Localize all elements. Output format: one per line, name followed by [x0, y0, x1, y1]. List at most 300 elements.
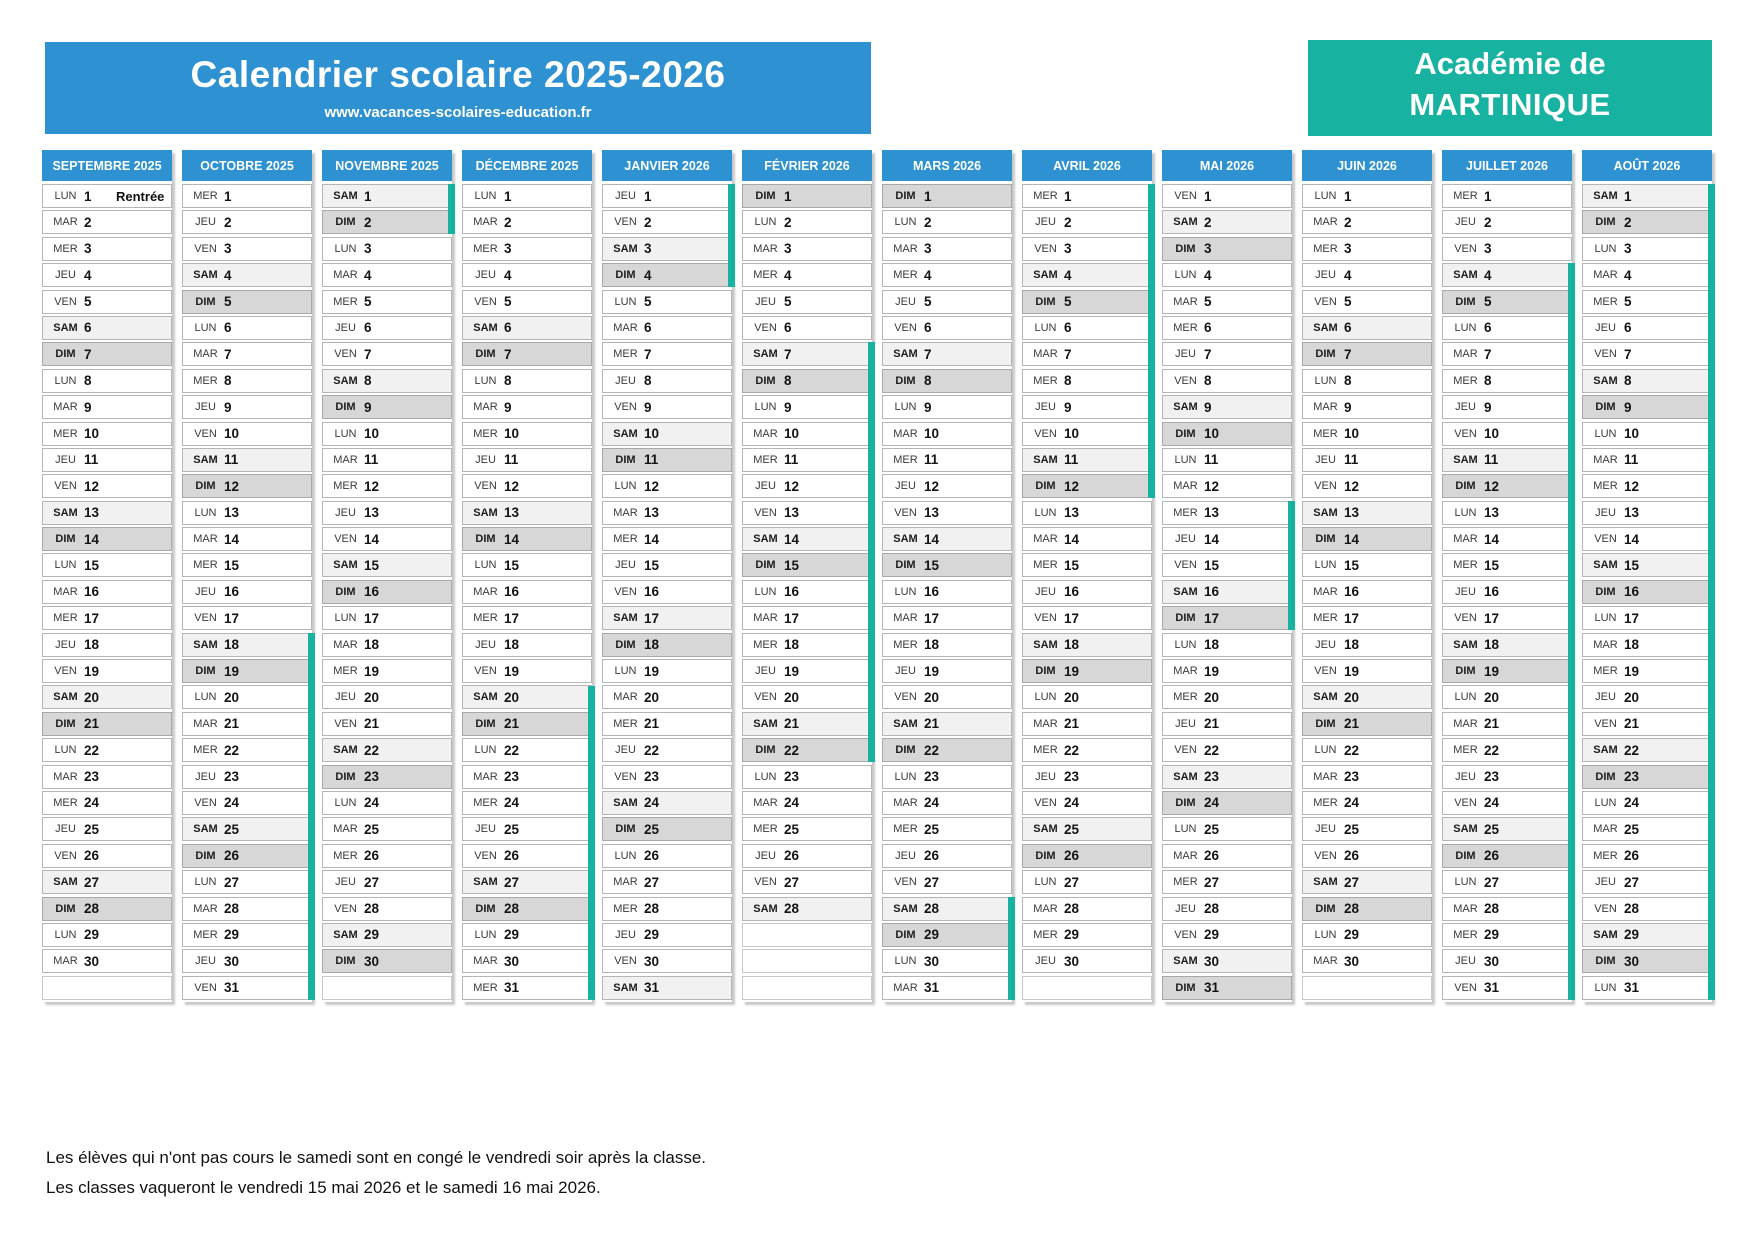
day-number: 5 [1624, 294, 1632, 310]
day-cell [322, 738, 452, 762]
day-cell [1162, 422, 1292, 446]
academy-name-line2: MARTINIQUE [1409, 87, 1611, 122]
day-abbrev: MER [1453, 744, 1478, 757]
day-abbrev: MER [1453, 374, 1478, 387]
day-abbrev: LUN [1314, 928, 1337, 941]
day-number: 16 [1484, 584, 1500, 600]
day-number: 16 [1624, 584, 1640, 600]
day-cell [882, 290, 1012, 314]
day-number: 27 [84, 874, 100, 890]
day-abbrev: JEU [1455, 216, 1476, 229]
day-cell [1022, 976, 1152, 1000]
day-cell [602, 949, 732, 973]
day-abbrev: JEU [895, 665, 916, 678]
day-abbrev: VEN [334, 902, 357, 915]
day-cell [882, 448, 1012, 472]
day-cell [882, 817, 1012, 841]
day-number: 22 [1344, 742, 1360, 758]
month-column [1162, 150, 1292, 1002]
day-number: 13 [924, 505, 940, 521]
day-cell [882, 870, 1012, 894]
day-cell [1162, 685, 1292, 709]
day-cell [1302, 290, 1432, 314]
day-abbrev: MAR [1313, 585, 1338, 598]
day-cell [742, 923, 872, 947]
day-number: 8 [224, 373, 232, 389]
day-cell [882, 923, 1012, 947]
day-cell [1302, 606, 1432, 630]
day-number: 4 [1344, 267, 1352, 283]
day-number: 11 [784, 452, 799, 468]
day-number: 12 [504, 478, 520, 494]
day-number: 12 [84, 478, 100, 494]
day-cell [1022, 237, 1152, 261]
day-abbrev: MAR [473, 955, 498, 968]
day-cell [322, 817, 452, 841]
day-cell [322, 765, 452, 789]
day-cell [882, 422, 1012, 446]
day-cell [1442, 606, 1572, 630]
day-abbrev: SAM [193, 269, 218, 282]
day-cell [1302, 342, 1432, 366]
day-cell [1582, 184, 1712, 208]
day-cell [1162, 870, 1292, 894]
day-abbrev: DIM [895, 374, 916, 387]
day-cell [1442, 633, 1572, 657]
day-abbrev: JEU [195, 216, 216, 229]
day-cell [182, 712, 312, 736]
day-number: 11 [364, 452, 379, 468]
day-number: 29 [1064, 927, 1080, 943]
day-number: 8 [924, 373, 932, 389]
day-number: 6 [924, 320, 932, 336]
day-abbrev: SAM [1313, 691, 1338, 704]
day-number: 27 [1204, 874, 1220, 890]
day-number: 2 [1484, 214, 1492, 230]
day-cell [1302, 474, 1432, 498]
day-number: 27 [364, 874, 380, 890]
day-abbrev: SAM [1593, 559, 1618, 572]
day-cell [1022, 738, 1152, 762]
month-body [322, 184, 452, 1000]
day-abbrev: SAM [893, 902, 918, 915]
day-number: 21 [784, 716, 800, 732]
day-abbrev: SAM [473, 691, 498, 704]
day-abbrev: JEU [195, 401, 216, 414]
day-number: 8 [504, 373, 512, 389]
day-cell [742, 897, 872, 921]
day-number: 24 [1204, 795, 1220, 811]
day-cell [462, 553, 592, 577]
day-cell [1302, 923, 1432, 947]
day-cell [322, 237, 452, 261]
day-number: 16 [364, 584, 380, 600]
day-abbrev: LUN [474, 744, 497, 757]
day-abbrev: VEN [754, 506, 777, 519]
day-abbrev: LUN [54, 374, 77, 387]
day-cell [1162, 184, 1292, 208]
day-abbrev: MAR [193, 902, 218, 915]
day-number: 3 [1064, 241, 1072, 257]
day-abbrev: DIM [335, 585, 356, 598]
day-abbrev: JEU [475, 823, 496, 836]
day-number: 28 [784, 901, 800, 917]
day-number: 15 [364, 557, 380, 573]
day-number: 10 [224, 426, 240, 442]
day-cell [322, 580, 452, 604]
day-cell [1442, 474, 1572, 498]
day-number: 10 [1204, 426, 1220, 442]
day-cell [602, 527, 732, 551]
day-cell [462, 474, 592, 498]
day-number: 18 [224, 637, 240, 653]
day-abbrev: LUN [894, 216, 917, 229]
day-abbrev: VEN [194, 427, 217, 440]
day-number: 8 [1204, 373, 1212, 389]
day-cell [182, 448, 312, 472]
day-abbrev: SAM [473, 876, 498, 889]
day-cell [742, 290, 872, 314]
day-number: 21 [504, 716, 520, 732]
day-cell [42, 897, 172, 921]
day-cell [1022, 316, 1152, 340]
day-abbrev: VEN [754, 691, 777, 704]
day-number: 29 [364, 927, 380, 943]
day-abbrev: VEN [1314, 295, 1337, 308]
day-cell [1162, 949, 1292, 973]
day-abbrev: DIM [1035, 480, 1056, 493]
day-number: 7 [1064, 346, 1072, 362]
day-number: 8 [84, 373, 92, 389]
day-number: 17 [1204, 610, 1220, 626]
day-number: 2 [1204, 214, 1212, 230]
day-number: 17 [364, 610, 380, 626]
day-number: 15 [924, 557, 940, 573]
day-cell [322, 316, 452, 340]
day-number: 23 [1204, 769, 1220, 785]
day-abbrev: SAM [1033, 453, 1058, 466]
day-abbrev: MER [753, 453, 778, 466]
day-abbrev: SAM [53, 691, 78, 704]
day-number: 21 [1344, 716, 1360, 732]
day-number: 9 [504, 399, 512, 415]
day-abbrev: SAM [613, 796, 638, 809]
day-abbrev: MER [753, 823, 778, 836]
day-number: 3 [924, 241, 932, 257]
day-cell [1162, 501, 1292, 525]
day-abbrev: MAR [753, 427, 778, 440]
day-cell [42, 712, 172, 736]
day-cell [182, 395, 312, 419]
day-number: 18 [84, 637, 100, 653]
day-abbrev: JEU [1595, 321, 1616, 334]
day-abbrev: SAM [333, 928, 358, 941]
day-abbrev: DIM [195, 665, 216, 678]
month-header: FÉVRIER 2026 [742, 150, 872, 181]
day-abbrev: MAR [193, 533, 218, 546]
day-abbrev: SAM [893, 348, 918, 361]
day-abbrev: SAM [1593, 190, 1618, 202]
day-abbrev: LUN [614, 849, 637, 862]
day-abbrev: LUN [754, 401, 777, 414]
day-cell [1442, 580, 1572, 604]
day-cell [1302, 237, 1432, 261]
day-cell [1442, 659, 1572, 683]
day-number: 24 [364, 795, 380, 811]
day-cell [322, 422, 452, 446]
day-cell [1162, 553, 1292, 577]
day-abbrev: MER [1313, 796, 1338, 809]
day-abbrev: JEU [335, 321, 356, 334]
day-number: 30 [1484, 953, 1500, 969]
day-number: 22 [1624, 742, 1640, 758]
day-number: 14 [504, 531, 520, 547]
day-cell [602, 685, 732, 709]
day-abbrev: MER [893, 269, 918, 282]
day-cell [1022, 606, 1152, 630]
day-abbrev: JEU [615, 928, 636, 941]
day-number: 4 [1484, 267, 1492, 283]
day-number: 4 [504, 267, 512, 283]
day-number: 27 [1064, 874, 1080, 890]
day-cell [1582, 342, 1712, 366]
day-abbrev: JEU [895, 849, 916, 862]
day-abbrev: MAR [473, 770, 498, 783]
day-abbrev: MAR [753, 612, 778, 625]
day-abbrev: DIM [335, 216, 356, 229]
day-abbrev: MER [53, 242, 78, 255]
day-number: 5 [84, 294, 92, 310]
day-abbrev: VEN [194, 242, 217, 255]
day-cell [602, 791, 732, 815]
day-cell [322, 633, 452, 657]
day-number: 29 [1344, 927, 1360, 943]
day-cell [42, 184, 172, 208]
day-abbrev: MAR [613, 691, 638, 704]
day-number: 8 [1344, 373, 1352, 389]
day-abbrev: VEN [1594, 348, 1617, 361]
day-number: 25 [1624, 821, 1640, 837]
day-abbrev: SAM [1033, 269, 1058, 282]
day-abbrev: MER [193, 559, 218, 572]
day-cell [742, 369, 872, 393]
day-number: 28 [1344, 901, 1360, 917]
day-abbrev: MER [613, 717, 638, 730]
day-abbrev: SAM [473, 321, 498, 334]
day-abbrev: SAM [1593, 928, 1618, 941]
day-abbrev: VEN [1174, 374, 1197, 387]
day-abbrev: JEU [1315, 453, 1336, 466]
day-cell [322, 870, 452, 894]
day-cell [1022, 923, 1152, 947]
day-abbrev: MAR [893, 612, 918, 625]
day-abbrev: JEU [475, 638, 496, 651]
day-cell [1162, 290, 1292, 314]
day-number: 29 [1624, 927, 1640, 943]
day-number: 6 [1624, 320, 1632, 336]
day-abbrev: LUN [54, 928, 77, 941]
day-abbrev: DIM [1315, 902, 1336, 915]
day-abbrev: SAM [1313, 876, 1338, 889]
day-number: 16 [1064, 584, 1080, 600]
day-abbrev: LUN [194, 876, 217, 889]
day-cell [462, 422, 592, 446]
day-number: 13 [224, 505, 240, 521]
day-number: 12 [1344, 478, 1360, 494]
day-cell [462, 897, 592, 921]
day-cell [1442, 184, 1572, 208]
day-abbrev: SAM [1313, 506, 1338, 519]
day-number: 21 [1064, 716, 1080, 732]
day-abbrev: JEU [195, 955, 216, 968]
day-cell [42, 949, 172, 973]
day-abbrev: DIM [55, 533, 76, 546]
day-cell [182, 923, 312, 947]
day-cell [882, 527, 1012, 551]
day-number: 5 [224, 294, 232, 310]
day-number: 22 [504, 742, 520, 758]
day-cell [42, 633, 172, 657]
day-cell [1302, 712, 1432, 736]
day-cell [1442, 448, 1572, 472]
day-abbrev: JEU [1175, 348, 1196, 361]
day-abbrev: LUN [1594, 981, 1617, 994]
day-cell [1582, 580, 1712, 604]
day-cell [1022, 474, 1152, 498]
day-abbrev: MAR [1313, 955, 1338, 968]
day-abbrev: SAM [1593, 374, 1618, 387]
day-abbrev: LUN [1034, 876, 1057, 889]
day-number: 25 [504, 821, 520, 837]
day-abbrev: DIM [1035, 295, 1056, 308]
day-cell [462, 976, 592, 1000]
day-number: 19 [1064, 663, 1080, 679]
day-abbrev: LUN [194, 691, 217, 704]
day-number: 28 [1064, 901, 1080, 917]
day-cell [182, 527, 312, 551]
day-cell [602, 553, 732, 577]
day-abbrev: LUN [54, 190, 77, 202]
day-number: 22 [224, 742, 240, 758]
day-cell [1302, 870, 1432, 894]
day-abbrev: MAR [1173, 480, 1198, 493]
day-abbrev: DIM [895, 190, 916, 202]
day-cell [602, 184, 732, 208]
day-number: 20 [84, 689, 100, 705]
day-abbrev: MAR [53, 770, 78, 783]
day-abbrev: JEU [1455, 770, 1476, 783]
day-cell [1582, 422, 1712, 446]
day-number: 9 [1064, 399, 1072, 415]
day-cell [742, 501, 872, 525]
day-abbrev: MER [753, 269, 778, 282]
day-abbrev: MAR [473, 585, 498, 598]
day-number: 11 [1344, 452, 1359, 468]
day-cell [462, 844, 592, 868]
day-abbrev: VEN [1594, 717, 1617, 730]
day-abbrev: LUN [1454, 506, 1477, 519]
day-cell [1022, 659, 1152, 683]
day-number: 15 [1064, 557, 1080, 573]
day-number: 5 [364, 294, 372, 310]
day-cell [182, 369, 312, 393]
day-cell [1582, 474, 1712, 498]
day-number: 6 [364, 320, 372, 336]
day-cell [322, 976, 452, 1000]
day-number: 26 [1624, 848, 1640, 864]
day-abbrev: MER [1453, 928, 1478, 941]
day-abbrev: DIM [195, 849, 216, 862]
day-number: 14 [1484, 531, 1500, 547]
vacation-bar [308, 633, 315, 1000]
day-abbrev: MER [893, 823, 918, 836]
day-cell [182, 210, 312, 234]
day-number: 31 [1624, 980, 1640, 996]
day-number: 25 [1204, 821, 1220, 837]
day-cell [182, 606, 312, 630]
day-abbrev: JEU [475, 269, 496, 282]
day-cell [462, 949, 592, 973]
month-column [1442, 150, 1572, 1002]
month-body [742, 184, 872, 1000]
day-abbrev: DIM [895, 559, 916, 572]
day-abbrev: SAM [473, 506, 498, 519]
day-number: 24 [504, 795, 520, 811]
day-cell [882, 316, 1012, 340]
day-number: 14 [1064, 531, 1080, 547]
day-number: 2 [224, 214, 232, 230]
day-abbrev: LUN [1174, 638, 1197, 651]
day-number: 30 [644, 953, 660, 969]
day-abbrev: SAM [333, 559, 358, 572]
day-abbrev: VEN [894, 321, 917, 334]
day-cell [182, 263, 312, 287]
day-number: 12 [1624, 478, 1640, 494]
day-number: 5 [1204, 294, 1212, 310]
day-abbrev: VEN [54, 480, 77, 493]
day-abbrev: SAM [1033, 638, 1058, 651]
day-cell [602, 474, 732, 498]
day-abbrev: MER [1453, 559, 1478, 572]
day-cell [462, 738, 592, 762]
day-abbrev: MAR [193, 348, 218, 361]
day-number: 30 [1064, 953, 1080, 969]
day-abbrev: JEU [895, 480, 916, 493]
day-number: 20 [784, 689, 800, 705]
day-abbrev: MAR [473, 216, 498, 229]
day-cell [882, 342, 1012, 366]
day-cell [322, 712, 452, 736]
day-cell [602, 976, 732, 1000]
day-cell [882, 976, 1012, 1000]
day-number: 15 [84, 557, 100, 573]
day-cell [1022, 184, 1152, 208]
day-number: 5 [504, 294, 512, 310]
day-number: 18 [364, 637, 380, 653]
day-cell [462, 791, 592, 815]
day-abbrev: MER [1593, 295, 1618, 308]
day-number: 22 [1204, 742, 1220, 758]
day-cell [882, 791, 1012, 815]
day-abbrev: MER [753, 638, 778, 651]
day-cell [742, 316, 872, 340]
day-abbrev: MER [1033, 559, 1058, 572]
day-cell [42, 580, 172, 604]
day-number: 3 [224, 241, 232, 257]
day-abbrev: MER [1173, 321, 1198, 334]
day-abbrev: MER [473, 981, 498, 994]
day-abbrev: JEU [1035, 955, 1056, 968]
